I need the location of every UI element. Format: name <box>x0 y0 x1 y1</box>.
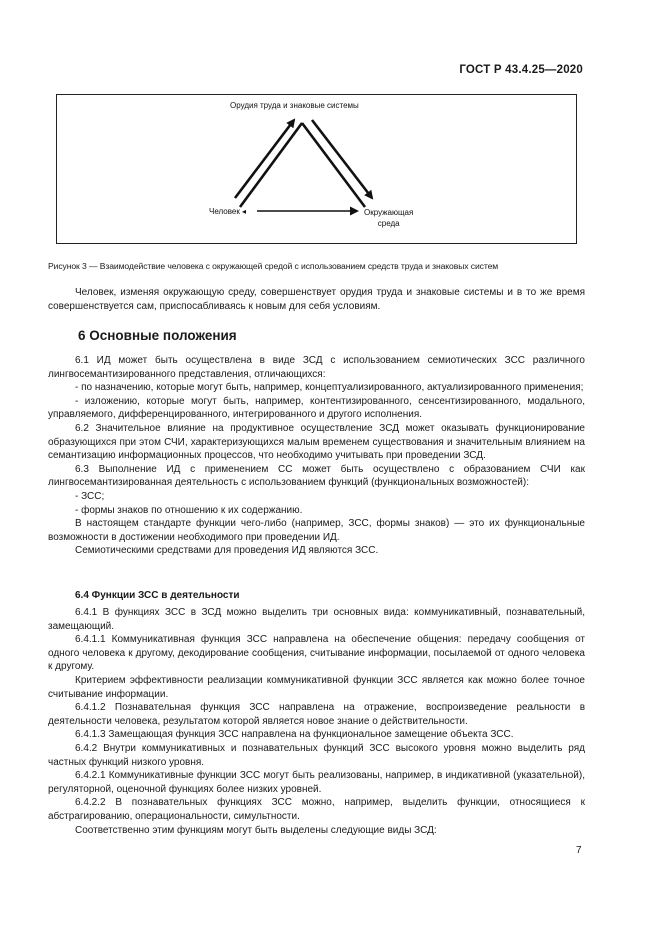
label-tools-and-sign-systems: Орудия труда и знаковые системы <box>230 101 359 110</box>
paragraph-6-4-1: 6.4.1 В функциях ЗСС в ЗСД можно выделить три основных вида: коммуникативный, познавательный, замещающий. <box>48 607 585 632</box>
paragraph-6-4-1-2: 6.4.1.2 Познавательная функция ЗСС направлена на отражение, воспроизведение реальности в деятельности человека, результатом которой является новое знание о действительности. <box>48 702 585 727</box>
paragraph-6-1: 6.1 ИД может быть осуществлена в виде ЗСД с использованием семиотических ЗСС различного лингвосемантизированного представления, отличающихся: <box>48 355 585 380</box>
label-human: Человек ◂ <box>209 207 247 216</box>
section-6-body <box>48 354 585 558</box>
paragraph-6-4-2: 6.4.2 Внутри коммуникативных и познавательных функций ЗСС высокого уровня можно выделить ряд частных функций низкого уровня. <box>48 742 585 768</box>
paragraph-efficiency-criterion: Критерием эффективности реализации коммуникативной функции ЗСС является как можно более точное считывание информации. <box>48 674 585 700</box>
label-environment-line2: среда <box>377 219 400 228</box>
list-item-presentation: - изложению, которые могут быть, например, контентизированного, сенсентизированного, модального, управляемого, дифференцированного, интегрированного и другого исполнения. <box>48 395 585 421</box>
list-item-purpose: - по назначению, которые могут быть, например, концептуализированного, актуализированного применения; <box>75 382 584 394</box>
page-number: 7 <box>576 845 582 856</box>
figure-3 <box>56 94 577 244</box>
paragraph-6-4-2-1: 6.4.2.1 Коммуникативные функции ЗСС могут быть реализованы, например, в индикативной (указательной), регуляторной, оценочной функциях более низких уровней. <box>48 770 585 795</box>
label-environment-line1: Окружающая <box>364 208 414 217</box>
section-6-4-body <box>48 606 585 837</box>
document-code: ГОСТ Р 43.4.25—2020 <box>459 64 583 76</box>
intro-paragraph: Человек, изменяя окружающую среду, совершенствует орудия труда и знаковые системы и в то же время совершенствуется сам, приспосабливаясь к новым для себя условиям. <box>48 287 585 312</box>
list-item-zss: - ЗСС; <box>75 490 105 502</box>
paragraph-semiotic-means: Семиотическими средствами для проведения ИД являются ЗСС. <box>75 545 379 557</box>
section-6-title: 6 Основные положения <box>78 328 237 343</box>
paragraph-zsd-kinds: Соответственно этим функциям могут быть выделены следующие виды ЗСД: <box>75 824 437 836</box>
section-6-4-title: 6.4 Функции ЗСС в деятельности <box>75 590 240 601</box>
inner-right-edge <box>302 123 365 207</box>
intro-paragraph-block <box>48 286 585 313</box>
outer-right-arrow <box>312 120 372 198</box>
list-item-sign-forms: - формы знаков по отношению к их содержанию. <box>75 504 303 516</box>
paragraph-6-3: 6.3 Выполнение ИД с применением СС может быть осуществлено с образованием СЧИ как лингвосемантизированная деятельность с использованием функций (функциональных возможностей): <box>48 463 585 489</box>
paragraph-6-4-1-3: 6.4.1.3 Замещающая функция ЗСС направлена на функциональное замещение объекта ЗСС. <box>75 729 514 741</box>
figure-caption: Рисунок 3 — Взаимодействие человека с окружающей средой с использованием средств труда и знаковых систем <box>48 261 499 271</box>
paragraph-6-4-1-1: 6.4.1.1 Коммуникативная функция ЗСС направлена на обеспечение общения: передачу сообщения от одного человека к другому, декодирование сообщения, считывание информации, посылаемой от одного человека к другому. <box>48 634 585 673</box>
triangle-diagram <box>57 95 576 243</box>
paragraph-functions-definition: В настоящем стандарте функции чего-либо (например, ЗСС, формы знаков) — это их функциональные возможности в достижении необходимого при проведении ИД. <box>48 518 585 543</box>
paragraph-6-2: 6.2 Значительное влияние на продуктивное осуществление ЗСД может оказывать функционирование образующихся при этом СЧИ, характеризующихся малым временем существования и значительным влиянием на семантизацию информационных процессов, что необходимо учитывать при проведении ЗСД. <box>48 422 585 462</box>
label-environment <box>364 207 413 229</box>
inner-left-edge <box>240 123 302 207</box>
outer-left-arrow <box>235 120 294 198</box>
paragraph-6-4-2-2: 6.4.2.2 В познавательных функциях ЗСС можно, например, выделить функции, относящиеся к абстрагированию, операциональности, симультности. <box>48 797 585 822</box>
